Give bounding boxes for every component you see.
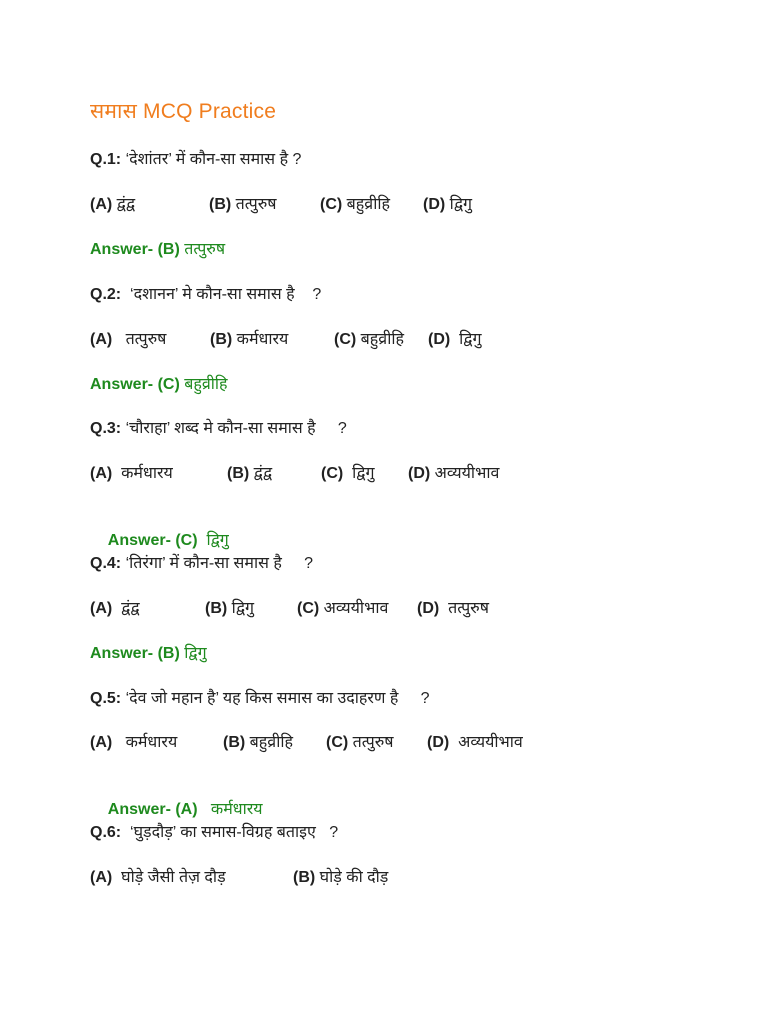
question-1	[90, 149, 301, 171]
option-key: (A)	[90, 734, 113, 751]
option-key: (D)	[423, 196, 446, 213]
option-key: (D)	[427, 734, 450, 751]
option-text: तत्पुरुष	[352, 734, 394, 751]
answer-label: Answer- (B)	[90, 241, 180, 258]
option-text: कर्मधारय	[116, 465, 173, 482]
question-4	[90, 553, 313, 575]
option-text: द्विगु	[449, 196, 473, 213]
answer-text: कर्मधारय	[202, 801, 263, 818]
option-c	[321, 463, 374, 485]
question-text: ‘तिरंगा’ में कौन-सा समास है ?	[125, 555, 313, 572]
option-key: (C)	[320, 196, 343, 213]
option-d	[417, 598, 489, 620]
option-text: तत्पुरुष	[235, 196, 277, 213]
question-label: Q.4	[90, 555, 116, 572]
option-key: (C)	[334, 331, 357, 348]
option-c	[326, 732, 394, 754]
question-2	[90, 284, 321, 306]
option-key: (B)	[293, 869, 316, 886]
option-key: (D)	[428, 331, 451, 348]
answer-text: द्विगु	[202, 532, 229, 549]
answer-text: तत्पुरुष	[184, 241, 226, 258]
question-text: ‘चौराहा’ शब्द मे कौन-सा समास है ?	[125, 420, 347, 437]
option-text: कर्मधारय	[236, 331, 289, 348]
question-label: Q.3	[90, 420, 116, 437]
option-text: बहुव्रीहि	[346, 196, 390, 213]
label-colon: :	[115, 824, 122, 841]
answer-label: Answer- (C)	[107, 532, 198, 549]
option-a	[90, 598, 140, 620]
option-text: द्विगु	[347, 465, 375, 482]
option-d	[423, 194, 472, 216]
answer-label: Answer- (B)	[90, 645, 180, 662]
page-title: समास MCQ Practice	[90, 100, 277, 123]
question-label: Q.5	[90, 690, 116, 707]
option-text: अव्ययीभाव	[453, 734, 523, 751]
option-key: (D)	[408, 465, 431, 482]
option-key: (C)	[321, 465, 344, 482]
option-text: द्वंद्व	[253, 465, 273, 482]
question-3	[90, 418, 347, 440]
question-6	[90, 822, 338, 844]
option-text: बहुव्रीहि	[360, 331, 404, 348]
option-text: तत्पुरुष	[116, 331, 167, 348]
option-text: द्वंद्व	[116, 196, 136, 213]
option-c	[334, 329, 404, 351]
option-b	[223, 732, 293, 754]
option-d	[428, 329, 481, 351]
option-d	[408, 463, 499, 485]
option-b	[227, 463, 272, 485]
option-key: (A)	[90, 196, 113, 213]
option-text: तत्पुरुष	[443, 600, 489, 617]
question-text: ‘देशांतर’ में कौन-सा समास है ?	[125, 151, 302, 168]
answer-2	[90, 374, 228, 396]
answer-text: द्विगु	[184, 645, 207, 662]
option-b	[210, 329, 288, 351]
option-text: द्विगु	[454, 331, 482, 348]
answer-1	[90, 239, 225, 261]
option-key: (A)	[90, 869, 113, 886]
answer-label: Answer- (C)	[90, 376, 180, 393]
option-key: (D)	[417, 600, 440, 617]
option-key: (A)	[90, 331, 113, 348]
option-text: अव्ययीभाव	[434, 465, 500, 482]
option-d	[427, 732, 523, 754]
option-b	[205, 598, 254, 620]
label-colon: :	[115, 555, 122, 572]
label-colon: :	[115, 420, 122, 437]
option-key: (B)	[205, 600, 228, 617]
option-text: घोड़े की दौड़	[319, 869, 389, 886]
label-colon: :	[115, 690, 122, 707]
option-a	[90, 329, 166, 351]
answer-label: Answer- (A)	[107, 801, 198, 818]
option-text: द्वंद्व	[116, 600, 140, 617]
option-a	[90, 194, 135, 216]
option-b	[209, 194, 277, 216]
question-label: Q.2	[90, 286, 116, 303]
option-key: (B)	[209, 196, 232, 213]
option-key: (A)	[90, 465, 113, 482]
option-key: (B)	[227, 465, 250, 482]
question-5	[90, 688, 430, 710]
option-key: (C)	[297, 600, 320, 617]
question-text: ‘दशानन’ मे कौन-सा समास है ?	[125, 286, 322, 303]
option-key: (B)	[210, 331, 233, 348]
option-text: अव्ययीभाव	[323, 600, 389, 617]
option-text: बहुव्रीहि	[249, 734, 293, 751]
option-a	[90, 867, 226, 889]
option-key: (B)	[223, 734, 246, 751]
option-b	[293, 867, 388, 889]
option-c	[297, 598, 388, 620]
label-colon: :	[115, 151, 122, 168]
option-a	[90, 463, 173, 485]
option-text: द्विगु	[231, 600, 255, 617]
answer-4	[90, 643, 207, 665]
option-c	[320, 194, 390, 216]
question-text: ‘देव जो महान है’ यह किस समास का उदाहरण है ?	[125, 690, 430, 707]
answer-text: बहुव्रीहि	[184, 376, 228, 393]
label-colon: :	[115, 286, 122, 303]
option-a	[90, 732, 177, 754]
option-key: (A)	[90, 600, 113, 617]
option-key: (C)	[326, 734, 349, 751]
option-text: घोड़े जैसी तेज़ दौड़	[116, 869, 226, 886]
option-text: कर्मधारय	[116, 734, 178, 751]
question-text: ‘घुड़दौड़’ का समास-विग्रह बताइए ?	[125, 824, 339, 841]
question-label: Q.6	[90, 824, 116, 841]
question-label: Q.1	[90, 151, 116, 168]
